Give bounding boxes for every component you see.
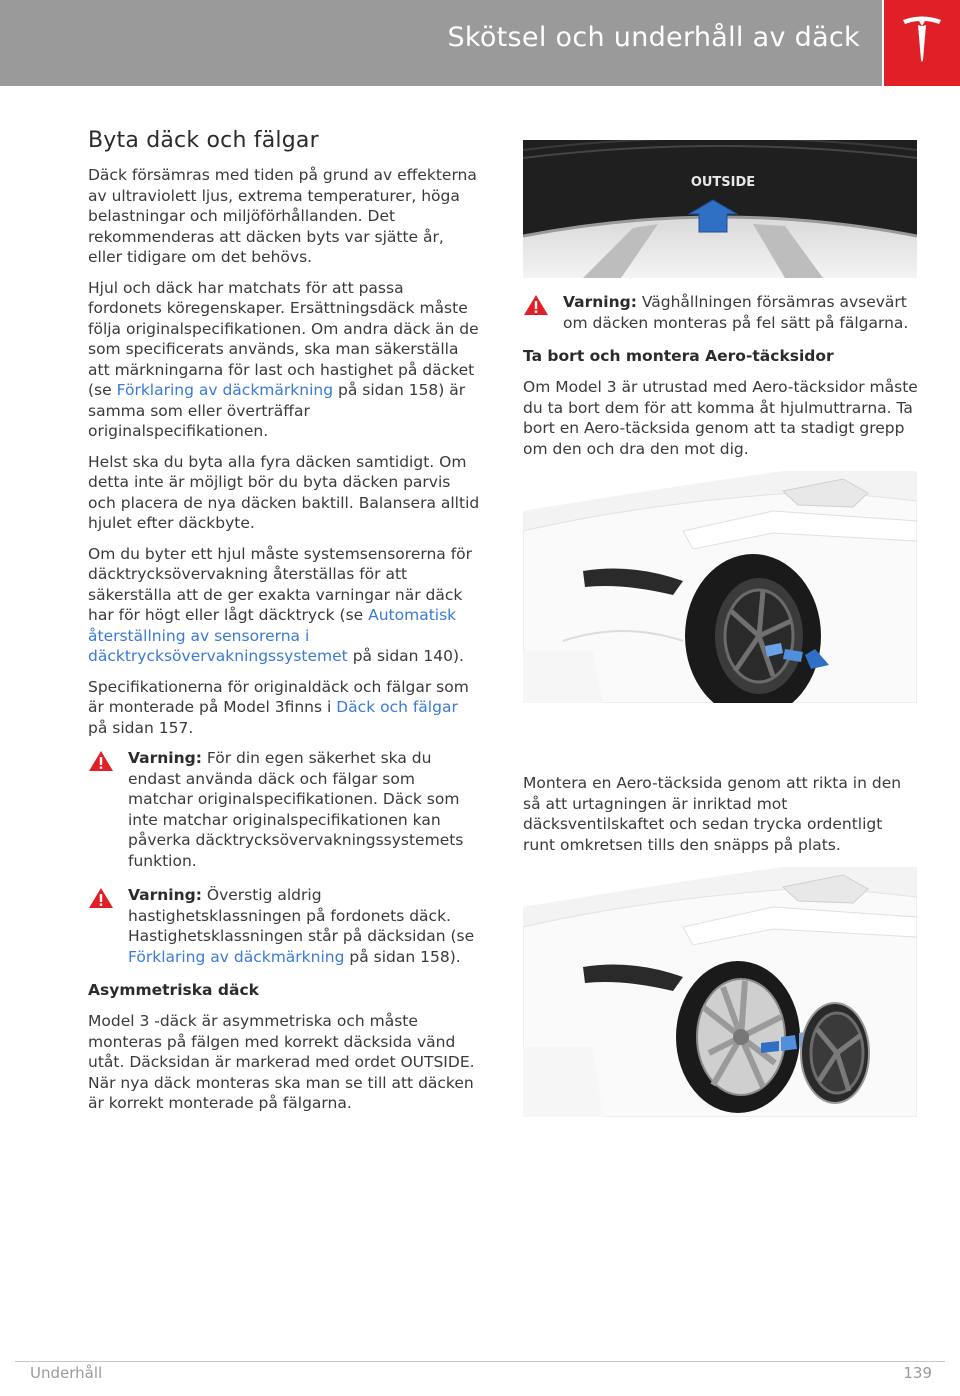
paragraph-asymmetric: Model 3 -däck är asymmetriska och måste monteras på fälgen med korrekt däcksida vänd utåt. Däcksidan är markerad med ordet OUTSIDE. När nya däck monteras ska man se till att däcken är korrekt monterade på fälgarna.: [88, 1012, 475, 1112]
warning-handling: Varning: Väghållningen försämras avsevärt om däcken monteras på fel sätt på fälgarna.: [523, 292, 918, 333]
section-title: Byta däck och fälgar: [88, 128, 319, 153]
paragraph-tpms-reset: Om du byter ett hjul måste systemsensorerna för däcktrycksövervakning återställas för att säkerställa att de ger exakta varningar när däck har för högt eller lågt däcktryck (se Automatisk återställning av sensorerna i däcktrycksövervakningssystemet på sidan 140).: [88, 544, 473, 665]
warning-icon: [523, 292, 563, 320]
paragraph-aero-remove: Om Model 3 är utrustad med Aero-täcksidor måste du ta bort dem för att komma åt hjulmuttrarna. Ta bort en Aero-täcksida genom att ta stadigt grepp om den och dra den mot dig.: [523, 378, 918, 458]
aero-cover-remove-illustration: [523, 471, 917, 703]
left-column: [88, 128, 480, 1124]
warning-icon: [88, 885, 128, 913]
tesla-logo: [884, 0, 960, 86]
footer-section: Underhåll: [30, 1364, 103, 1382]
paragraph-specifications: Specifikationerna för originaldäck och fälgar som är monterade på Model 3finns i Däck och fälgar på sidan 157.: [88, 677, 469, 737]
paragraph-replace-all: Helst ska du byta alla fyra däcken samtidigt. Om detta inte är möjligt bör du byta däcken parvis och placera de nya däcken baktill. Balansera alltid hjulet efter däckbyte.: [88, 452, 480, 532]
tire-outside-label: OUTSIDE: [690, 175, 756, 190]
footer-divider: [15, 1361, 945, 1362]
link-tire-marking[interactable]: Förklaring av däckmärkning: [116, 381, 334, 399]
paragraph-aero-install: Montera en Aero-täcksida genom att rikta in den så att urtagningen är inriktad mot däcksventilskaftet och sedan trycka ordentligt runt omkretsen tills den snäpps på plats.: [523, 774, 902, 854]
warning-label: Varning:: [128, 886, 202, 904]
warning-label: Varning:: [563, 293, 637, 311]
warning-speed-rating: Varning: Överstig aldrig hastighetsklassningen på fordonets däck. Hastighetsklassningen står på däcksidan (se Förklaring av däckmärkning på sidan 158).: [88, 885, 480, 967]
paragraph-tire-aging: Däck försämras med tiden på grund av effekterna av ultraviolett ljus, extrema temperaturer, höga belastningar och miljöförhållanden. Det rekommenderas att däcken byts var sjätte år, eller tidigare om det behövs.: [88, 166, 477, 266]
warning-original-spec: Varning: För din egen säkerhet ska du endast använda däck och fälgar som matchar originalspecifikationen. Däck som inte matchar originalspecifikationen kan påverka däcktrycksövervakningssystemets funktion.: [88, 748, 480, 871]
subsection-title-asymmetric: Asymmetriska däck: [88, 981, 259, 999]
link-tires-wheels[interactable]: Däck och fälgar: [336, 698, 458, 716]
subsection-title-aero: Ta bort och montera Aero-täcksidor: [523, 347, 834, 365]
page-number: 139: [903, 1364, 932, 1382]
tire-outside-illustration: [523, 140, 917, 278]
aero-cover-install-illustration: [523, 867, 917, 1117]
tesla-logo-icon: [901, 14, 943, 64]
warning-label: Varning:: [128, 749, 202, 767]
right-column: [523, 140, 918, 1131]
link-tpms-reset[interactable]: Automatisk återställning av sensorerna i däcktrycksövervakningssystemet: [88, 606, 457, 665]
page-header-title: Skötsel och underhåll av däck: [447, 22, 860, 53]
warning-icon: [88, 748, 128, 776]
paragraph-replacement-spec: Hjul och däck har matchats för att passa fordonets köregenskaper. Ersättningsdäck måste följa originalspecifikationen. Om andra däck än de som specificerats används, ska man säkerställa att märkningarna för last och hastighet på däcket (se Förklaring av däckmärkning på sidan 158) är samma som eller överträffar originalspecifikationen.: [88, 278, 479, 440]
link-tire-marking-2[interactable]: Förklaring av däckmärkning: [128, 947, 345, 966]
